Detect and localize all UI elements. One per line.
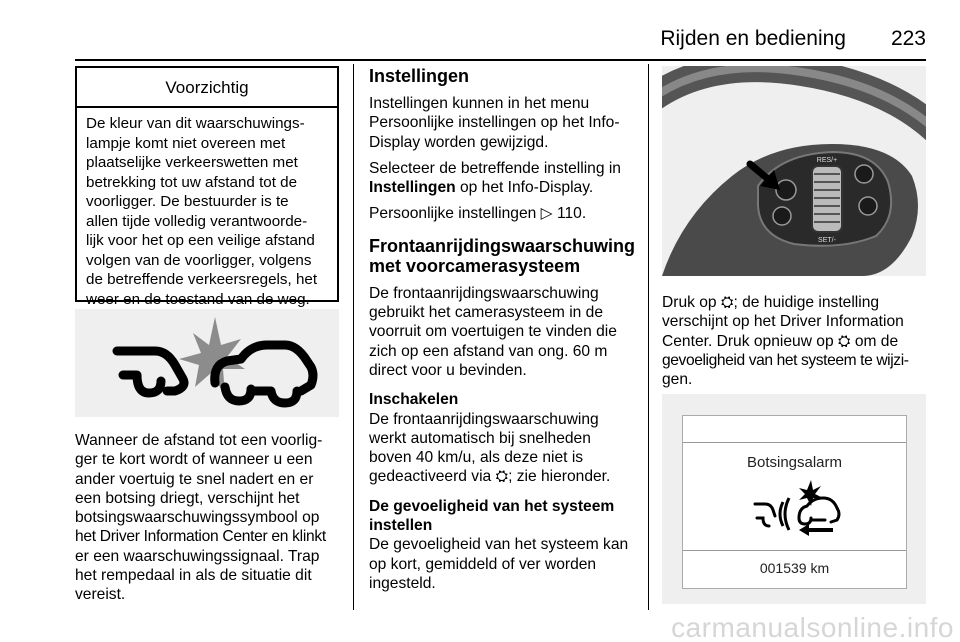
caution-title: Voorzichtig [77,68,337,108]
dic-display-graphic [662,394,926,604]
dic-title: Botsingsalarm [746,454,843,471]
caution-line: de betreffende verkeersregels, het [86,271,318,288]
text-line: gebruikt het camerasysteem in de [369,304,604,322]
text-line: het rempedaal in als de situatie dit [75,567,312,585]
divider [683,550,906,551]
text-fragment: om de [854,332,899,350]
text-line [662,332,942,351]
text-line [662,293,942,312]
caution-line: voorligger. De bestuurder is te [86,193,289,210]
header-rule [75,59,926,61]
heading-line: De gevoeligheid van het systeem [369,497,615,515]
text-line: verschijnt op het Driver Information [662,313,904,331]
text-line: Persoonlijke instellingen op het Info- [369,114,620,132]
text-line: voorruit om voertuigen te vinden die [369,323,617,341]
text-line: De frontaanrijdingswaarschuwing [369,284,599,302]
fcw-heading [369,236,641,276]
text-line: direct voor u bevinden. [369,361,527,379]
text-fragment: ; zie hieronder. [508,468,611,486]
text-line: De gevoeligheid van het systeem kan [369,536,629,554]
text-line [369,178,641,197]
caution-line: volgen van de voorligger, volgens [86,251,312,269]
text-line: boven 40 km/u, als deze niet is [369,449,584,467]
settings-para-3 [369,204,641,223]
fcw-para [369,284,641,380]
cruise-on-button[interactable] [859,197,877,215]
text-line: De frontaanrijdingswaarschuwing [369,410,599,428]
caution-box [75,66,339,308]
text-fragment: op het Info-Display. [455,179,594,197]
text-line: Selecteer de betreffende instelling in [369,159,621,177]
sensitivity-para [369,535,641,593]
cruise-cancel-button[interactable] [773,207,791,225]
text-line [369,467,641,486]
caution-line: lampje komt niet overeen met [86,134,286,152]
dic-collision-alert-icon [749,478,843,540]
column-divider-1 [353,64,354,610]
middle-column [369,66,641,593]
heading-line: instellen [369,517,433,535]
settings-para-2 [369,159,641,198]
text-line: een botsing driegt, verschijnt het [75,489,300,507]
sensitivity-heading [369,497,641,536]
approach-arrow-icon [799,524,833,536]
text-line: werkt automatisch bij snelheden [369,429,591,447]
text-line: ger te kort wordt of wanneer u een [75,451,313,469]
text-line: er een waarschuwingssignaal. Trap [75,547,320,565]
caution-line: weer en de toestand van de weg. [86,290,310,308]
caution-body [77,108,337,309]
divider [683,442,906,443]
instellingen-link: Instellingen [369,179,456,197]
text-fragment: ; de huidige instelling [733,294,880,311]
caution-line: De kleur van dit waarschuwings- [86,115,305,132]
right-body-text [662,293,942,389]
caution-line: betrekking tot uw afstand tot de [86,173,298,191]
text-line: gevoeligheid van het systeem te wijzi- [662,351,909,369]
text-fragment: gedeactiveerd via [369,468,492,486]
text-line: botsingswaarschuwingssymbool op [75,509,320,527]
res-label: RES/+ [816,157,838,164]
dic-screen [682,415,907,589]
collision-warning-icon [75,309,339,417]
page-ref-arrow-icon: ▷ [540,205,553,223]
text-line: het Driver Information Center en klinkt [75,528,326,546]
section-title: Rijden en bediening [660,27,846,50]
text-fragment: Druk op [662,294,717,311]
steering-wheel-icon [662,66,926,276]
page-header [75,27,926,53]
collision-alert-button[interactable] [776,180,796,200]
collision-alert-button-icon: ⛭ [837,332,851,350]
watermark: carmanualsonline.info [671,612,954,642]
text-fragment: Center. Druk opnieuw op [662,332,834,350]
odometer-readout: 001539 km [759,560,830,576]
heading-line: met voorcamerasysteem [369,255,581,276]
speed-limiter-button[interactable] [855,165,873,183]
text-line: vereist. [75,586,126,604]
text-line: ander voertuig te snel nadert en er [75,470,314,488]
settings-para-1 [369,94,641,152]
text-line: Wanneer de afstand tot een voorlig- [75,432,323,449]
steering-wheel-graphic [662,66,926,276]
page-reference-link[interactable]: 110. [557,205,587,223]
caution-line: plaatselijke verkeerswetten met [86,154,298,171]
text-line: Display worden gewijzigd. [369,133,549,151]
enable-para [369,410,641,487]
heading-line: Frontaanrijdingswaarschuwing [369,235,636,256]
page-number: 223 [890,27,926,50]
enable-heading: Inschakelen [369,391,459,409]
set-label: SET/- [818,237,836,244]
text-fragment: Persoonlijke instellingen [369,205,537,223]
text-line: op kort, gemiddeld of ver worden [369,555,597,573]
text-line: gen. [662,371,693,389]
caution-line: lijk voor het op een veilige afstand [86,232,315,249]
collision-alert-button-icon: ⛭ [720,294,734,311]
caution-line: allen tijde volledig verantwoorde- [86,212,308,230]
text-line: ingesteld. [369,574,436,592]
left-body-text [75,431,345,605]
settings-heading: Instellingen [369,66,470,86]
collision-alert-button-icon: ⛭ [495,468,509,486]
text-line: Instellingen kunnen in het menu [369,95,590,112]
column-divider-2 [648,64,649,610]
collision-warning-graphic [75,309,339,417]
text-line: zich op een afstand van ong. 60 m [369,342,608,360]
